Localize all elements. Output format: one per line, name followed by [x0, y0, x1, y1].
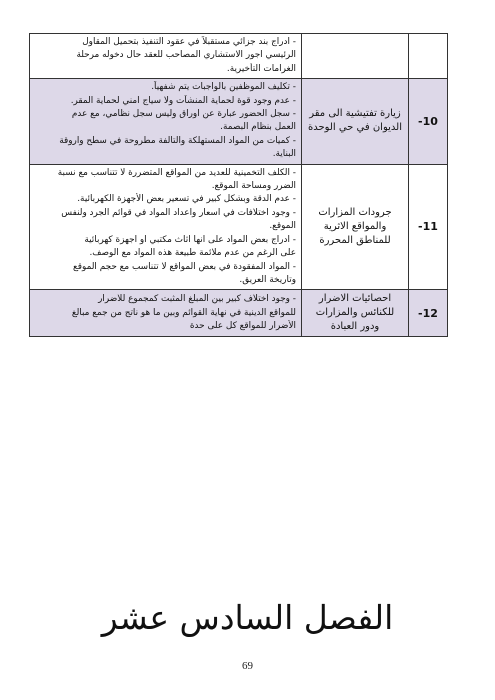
row-number-cell [409, 34, 448, 79]
table-row [30, 164, 448, 290]
issue-line: - سجل الحضور عبارة عن اوراق وليس سجل نظامي، مع عدم [71, 109, 296, 120]
issue-line: الرئيسي اجور الاستشاري المصاحب للعقد حال دخوله مرحلة [76, 50, 296, 61]
issue-line: الضرر ومساحة الموقع. [211, 181, 296, 192]
page-number: 69 [242, 660, 253, 672]
issue-line: - المواد المفقودة في بعض المواقع لا تتناسب مع حجم الموقع [73, 261, 296, 272]
issue-line: - وجود اختلاف كبير بين المبلغ المثبت كمجموع للاضرار [98, 294, 296, 305]
issue-line: الأضرار للمواقع كل على حدة [189, 321, 296, 332]
issue-line: - عدم وجود قوة لحماية المنشآت ولا سياج امني لحماية المقر. [70, 95, 296, 106]
issue-line: على الرغم من عدم ملائمة طبيعة هذه المواد مع الوصف. [89, 248, 296, 259]
issue-line: - تكليف الموظفين بالواجبات يتم شفهياً. [151, 82, 296, 93]
topic-cell: زيارة تفتيشية الى مقر الديوان في حي الوحدة [302, 79, 409, 164]
findings-table [29, 33, 448, 337]
table-row [30, 290, 448, 337]
issues-cell [30, 164, 302, 290]
row-number-cell: 11- [409, 164, 448, 290]
issue-line: وتاريخة العريق. [239, 274, 296, 285]
row-number-cell: 12- [409, 290, 448, 337]
issue-line: - ادراج بند جزائي مستقبلاً في عقود التنفيذ بتحميل المقاول [82, 37, 296, 47]
issue-line: للمواقع الدينية في نهاية القوائم وبين ما هو ناتج من جمع مبالغ [71, 307, 296, 318]
issue-line: - وجود اختلافات في اسعار واعداد المواد في قوائم الجرد ولنفس [61, 207, 296, 218]
table-row [30, 79, 448, 164]
issue-line: العمل بنظام البصمة. [220, 122, 296, 133]
issue-line: الموقع. [269, 221, 296, 232]
issue-line: البناية. [272, 149, 296, 160]
findings-table-body [30, 34, 448, 337]
topic-cell: جرودات المزارات والمواقع الاثرية للمناطق المحررة [302, 164, 409, 290]
issue-line: - كميات من المواد المستهلكة والتالفة مطروحة في سطح واروقة [59, 135, 296, 146]
table-row [30, 34, 448, 79]
issue-line: - عدم الدقة وبشكل كبير في تسعير بعض الأجهزة الكهربائية. [77, 194, 296, 205]
issue-line: الغرامات التأخيرية. [226, 63, 296, 74]
topic-cell [302, 34, 409, 79]
topic-cell: احصائيات الاضرار للكنائس والمزارات ودور العبادة [302, 290, 409, 337]
issues-cell [30, 34, 302, 79]
row-number-cell: 10- [409, 79, 448, 164]
issues-cell [30, 290, 302, 337]
issue-line: - الكلف التخمينية للعديد من المواقع المتضررة لا تتناسب مع نسبة [57, 167, 296, 178]
chapter-title: الفصل السادس عشر [101, 598, 394, 637]
issue-line: - ادراج بعض المواد على انها اثاث مكتبي او اجهزة كهربائية [84, 234, 296, 245]
issues-cell [30, 79, 302, 164]
